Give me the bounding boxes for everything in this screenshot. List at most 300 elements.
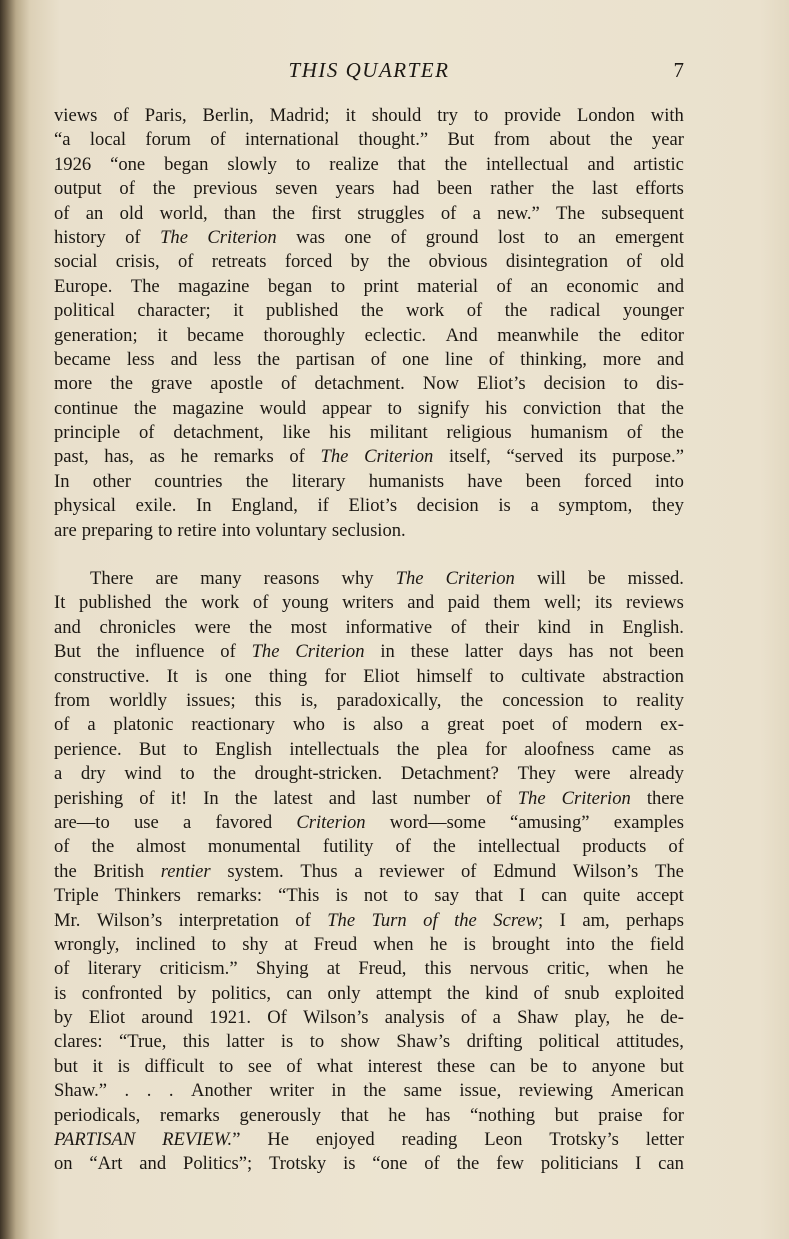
word: reality <box>636 689 684 711</box>
word: purpose.” <box>612 446 684 468</box>
word: about <box>549 129 591 151</box>
word: English <box>215 738 272 760</box>
word: REVIEW.” <box>162 1129 241 1151</box>
word: work <box>406 300 445 322</box>
word: history <box>54 226 106 248</box>
word: perience. <box>54 738 122 760</box>
word: It <box>166 665 179 687</box>
word: kind <box>537 616 571 638</box>
word: analysis <box>384 1007 445 1029</box>
word: to <box>387 397 402 419</box>
word: show <box>340 1031 380 1053</box>
word: the <box>432 836 456 858</box>
word: emergent <box>615 226 684 248</box>
word: latest <box>273 787 313 809</box>
word: and <box>587 153 615 175</box>
word: paradoxically, <box>336 689 442 711</box>
text-line <box>54 519 684 543</box>
word: signify <box>417 397 470 419</box>
word: humanism <box>530 422 608 444</box>
word: of <box>280 373 297 395</box>
word: local <box>89 129 127 151</box>
word: well; <box>544 592 582 614</box>
word: religious <box>446 422 512 444</box>
running-head: THIS QUARTER <box>288 58 450 82</box>
word: “True, <box>119 1031 167 1053</box>
word: “one <box>110 153 146 175</box>
word: abstraction <box>602 665 684 687</box>
word: concession <box>502 689 584 711</box>
word: of <box>626 422 643 444</box>
word: the <box>611 933 634 955</box>
word: cultivate <box>521 665 586 687</box>
word: who <box>292 714 325 736</box>
word: younger <box>622 300 684 322</box>
word: magazine <box>172 397 244 419</box>
word: has, <box>104 446 134 468</box>
word: Now <box>422 373 460 395</box>
text-line <box>54 153 684 177</box>
word: he <box>626 1007 644 1029</box>
word: And <box>445 324 478 346</box>
word: inclined <box>135 933 196 955</box>
word: eclectic. <box>364 324 427 346</box>
word: Of <box>267 1007 287 1029</box>
text-line <box>54 884 684 908</box>
word: it <box>157 324 168 346</box>
word: anyone <box>591 1055 646 1077</box>
word: wind <box>124 763 162 785</box>
word: principle <box>54 422 121 444</box>
text-line <box>54 348 684 372</box>
word: and <box>170 348 198 370</box>
word: But <box>54 641 81 663</box>
word: Mr. <box>54 909 81 931</box>
word: what <box>316 1055 353 1077</box>
word: accept <box>636 885 684 907</box>
word: Freud <box>313 933 358 955</box>
word: a <box>182 811 192 833</box>
word: as <box>149 446 165 468</box>
word: for <box>662 1104 684 1126</box>
word: had <box>392 178 420 200</box>
word: were <box>574 763 611 785</box>
word: the <box>249 616 273 638</box>
word: Eliot <box>363 665 400 687</box>
word: magazine <box>178 275 250 297</box>
word: The <box>517 787 546 809</box>
word: it <box>233 300 244 322</box>
word: a <box>87 714 96 736</box>
word: views <box>54 105 98 126</box>
word: I <box>559 909 566 931</box>
word: generously <box>239 1104 322 1126</box>
word: political <box>54 300 115 322</box>
word: the <box>609 129 633 151</box>
text-line <box>54 177 684 201</box>
word: There <box>90 568 134 590</box>
text-line <box>54 933 684 957</box>
word: 1921. <box>209 1007 251 1029</box>
word: meanwhile <box>497 324 579 346</box>
word: and <box>657 348 684 370</box>
word: to <box>295 153 311 175</box>
word: Eliot’s <box>477 373 526 395</box>
word: is <box>280 1031 294 1053</box>
word: old <box>660 251 684 273</box>
word: the <box>661 422 684 444</box>
word: obvious <box>428 251 488 273</box>
word: The <box>160 226 188 248</box>
word: . <box>146 1080 152 1102</box>
word: the <box>598 324 622 346</box>
word: of <box>252 592 269 614</box>
word: of <box>119 178 135 200</box>
word: . <box>124 1080 130 1102</box>
text-line <box>54 299 684 323</box>
word: platonic <box>113 714 174 736</box>
word: to <box>544 226 559 248</box>
word: the <box>152 178 176 200</box>
word: was <box>296 226 325 248</box>
word: there <box>646 787 684 809</box>
word: symptom, <box>558 495 633 517</box>
word: ex- <box>660 714 684 736</box>
word: less <box>126 348 155 370</box>
word: a <box>472 202 481 224</box>
word: countries <box>154 470 223 492</box>
word: print <box>363 275 399 297</box>
text-line <box>54 445 684 469</box>
word: exile. <box>135 495 177 517</box>
word: see <box>247 1055 272 1077</box>
word: remarks <box>159 1104 220 1126</box>
word: can <box>286 982 313 1004</box>
word: last <box>592 178 618 200</box>
word: seclusion. <box>331 519 406 541</box>
text-line <box>54 591 684 615</box>
word: these <box>410 641 449 663</box>
word: perhaps <box>626 909 684 931</box>
word: Detachment? <box>400 763 499 785</box>
word: the <box>551 178 575 200</box>
word: retire <box>177 519 217 541</box>
word: the <box>360 300 384 322</box>
word: material <box>417 275 479 297</box>
word: The <box>556 202 585 224</box>
word: output <box>54 178 102 200</box>
word: perishing <box>54 787 124 809</box>
word: In <box>203 787 219 809</box>
word: of <box>423 909 438 931</box>
word: “This <box>278 885 320 907</box>
word: of <box>177 251 194 273</box>
word: reviewing <box>518 1080 594 1102</box>
word: of <box>113 105 129 126</box>
word: and <box>54 616 81 638</box>
text-line <box>54 1128 684 1152</box>
word: it <box>345 105 356 126</box>
word: on <box>54 1153 73 1175</box>
word: provide <box>504 105 562 126</box>
word: of <box>395 836 411 858</box>
word: apostle <box>210 373 263 395</box>
word: Screw; <box>493 909 544 931</box>
word: writers <box>342 592 394 614</box>
word: to <box>403 885 419 907</box>
word: the <box>96 641 120 663</box>
word: reviewer <box>379 860 445 882</box>
text-line <box>54 787 684 811</box>
text-line <box>54 104 684 128</box>
word: critic, <box>546 958 590 980</box>
word: 1926 <box>54 153 92 175</box>
word: an <box>578 226 596 248</box>
text-line <box>54 616 684 640</box>
word: that <box>397 153 426 175</box>
word: intellectuals <box>289 738 380 760</box>
word: be <box>530 1055 548 1077</box>
word: its <box>594 592 613 614</box>
word: editor <box>640 324 684 346</box>
word: other <box>92 470 131 492</box>
word: In <box>54 470 70 492</box>
word: as <box>668 738 684 760</box>
word: exploited <box>614 982 684 1004</box>
word: kind <box>485 982 519 1004</box>
word: last <box>371 787 398 809</box>
text-line <box>54 226 684 250</box>
word: Shaw.” <box>54 1080 108 1102</box>
word: should <box>371 105 422 126</box>
page-header <box>54 56 684 86</box>
word: to <box>623 373 639 395</box>
text-line <box>54 957 684 981</box>
word: great <box>447 714 485 736</box>
word: the <box>444 153 468 175</box>
word: forced <box>284 251 333 273</box>
word: constructive. <box>54 665 150 687</box>
word: de- <box>660 1007 684 1029</box>
word: monumental <box>207 836 301 858</box>
word: not <box>363 885 388 907</box>
text-line <box>54 1104 684 1128</box>
word: to <box>180 763 195 785</box>
word: say <box>434 885 460 907</box>
word: informative <box>345 616 433 638</box>
word: ground <box>425 226 479 248</box>
word: English. <box>622 616 684 638</box>
word: retreats <box>211 251 267 273</box>
word: of <box>286 1055 302 1077</box>
text-line <box>54 713 684 737</box>
word: a <box>420 714 430 736</box>
word: also <box>373 714 404 736</box>
word: preparing <box>81 519 153 541</box>
word: this <box>254 689 282 711</box>
word: Politics”; <box>182 1153 253 1175</box>
word: be <box>587 568 606 590</box>
word: PARTISAN <box>54 1129 136 1151</box>
word: is <box>335 885 348 907</box>
word: one <box>344 226 372 248</box>
word: It <box>54 592 66 614</box>
word: “amusing” <box>510 811 590 833</box>
word: the <box>454 909 477 931</box>
word: around <box>141 1007 193 1029</box>
text-line <box>54 1152 684 1176</box>
word: this <box>424 958 452 980</box>
text-line <box>54 494 684 518</box>
word: of <box>220 641 236 663</box>
word: that <box>340 1104 369 1126</box>
word: already <box>629 763 684 785</box>
word: word—some <box>389 811 486 833</box>
text-line <box>54 1055 684 1079</box>
word: in <box>589 616 604 638</box>
word: American <box>610 1080 684 1102</box>
word: England, <box>231 495 298 517</box>
word: most <box>290 616 327 638</box>
word: paid <box>447 592 480 614</box>
word: play, <box>574 1007 611 1029</box>
word: But <box>447 129 475 151</box>
word: has <box>568 641 594 663</box>
word: itself, <box>448 446 491 468</box>
word: “served <box>506 446 564 468</box>
word: and <box>139 1153 167 1175</box>
word: same <box>403 1080 442 1102</box>
paragraph-1 <box>54 104 684 543</box>
word: of <box>54 714 70 736</box>
word: to <box>489 665 504 687</box>
word: and <box>657 275 684 297</box>
word: literary <box>291 470 346 492</box>
word: political <box>538 1031 600 1053</box>
word: the <box>387 251 411 273</box>
word: character; <box>137 300 211 322</box>
word: I <box>635 1153 642 1175</box>
text-line <box>54 1030 684 1054</box>
word: British <box>93 860 145 882</box>
word: Madrid; <box>269 105 330 126</box>
text-line <box>54 738 684 762</box>
word: social <box>54 251 98 273</box>
word: not <box>609 641 634 663</box>
word: them <box>493 592 531 614</box>
word: one <box>224 665 252 687</box>
word: products <box>582 836 647 858</box>
word: of <box>289 446 305 468</box>
word: with <box>650 105 684 126</box>
word: influence <box>135 641 205 663</box>
word: years <box>335 178 375 200</box>
word: Criterion <box>295 641 365 663</box>
word: the <box>133 397 157 419</box>
word: been <box>437 178 473 200</box>
word: of <box>533 982 549 1004</box>
word: I <box>519 885 526 907</box>
word: more <box>602 348 642 370</box>
word: plea <box>436 738 468 760</box>
word: economic <box>566 275 639 297</box>
word: the <box>213 763 236 785</box>
word: for <box>324 665 347 687</box>
text-line <box>54 640 684 664</box>
word: he <box>180 446 199 468</box>
word: periodicals, <box>54 1104 141 1126</box>
word: the <box>504 300 528 322</box>
word: . <box>168 1080 174 1102</box>
word: But <box>139 738 166 760</box>
word: but <box>554 1104 579 1126</box>
word: the <box>257 348 280 370</box>
word: letter <box>645 1129 684 1151</box>
word: politics, <box>211 982 271 1004</box>
word: young <box>282 592 329 614</box>
word: he <box>429 933 448 955</box>
text-line <box>54 665 684 689</box>
word: is <box>343 1153 356 1175</box>
word: Eliot <box>88 1007 125 1029</box>
word: into <box>221 519 251 541</box>
word: Wilson’s <box>572 860 639 882</box>
word: Triple <box>54 885 99 907</box>
word: in <box>331 1080 346 1102</box>
word: confronted <box>81 982 163 1004</box>
word: The <box>395 568 424 590</box>
word: realize <box>329 153 379 175</box>
word: The <box>320 446 349 468</box>
word: London <box>577 105 635 126</box>
word: interest <box>367 1055 423 1077</box>
word: reviews <box>626 592 684 614</box>
word: the <box>234 787 258 809</box>
word: to <box>309 1031 325 1053</box>
word: In <box>196 495 212 517</box>
word: missed. <box>627 568 684 590</box>
word: from <box>493 129 530 151</box>
word: he <box>388 1104 406 1126</box>
word: issue, <box>459 1080 502 1102</box>
word: thing <box>268 665 308 687</box>
word: Trotsky’s <box>549 1129 619 1151</box>
word: Shying <box>255 958 309 980</box>
word: dry <box>80 763 106 785</box>
word: have <box>467 470 503 492</box>
word: The <box>327 909 356 931</box>
word: his <box>485 397 508 419</box>
word: to <box>211 933 227 955</box>
word: humanists <box>368 470 445 492</box>
word: published <box>78 592 152 614</box>
word: radical <box>549 300 601 322</box>
word: the <box>447 982 470 1004</box>
text-line <box>54 982 684 1006</box>
word: why <box>341 568 374 590</box>
text-line <box>54 128 684 152</box>
word: crisis, <box>115 251 160 273</box>
word: are—to <box>54 811 110 833</box>
word: is <box>54 982 67 1004</box>
word: will <box>536 568 566 590</box>
word: is <box>463 933 476 955</box>
word: Criterion <box>296 811 366 833</box>
word: seven <box>275 178 318 200</box>
word: is <box>498 495 511 517</box>
word: thought.” <box>358 129 429 151</box>
word: to <box>473 105 489 126</box>
